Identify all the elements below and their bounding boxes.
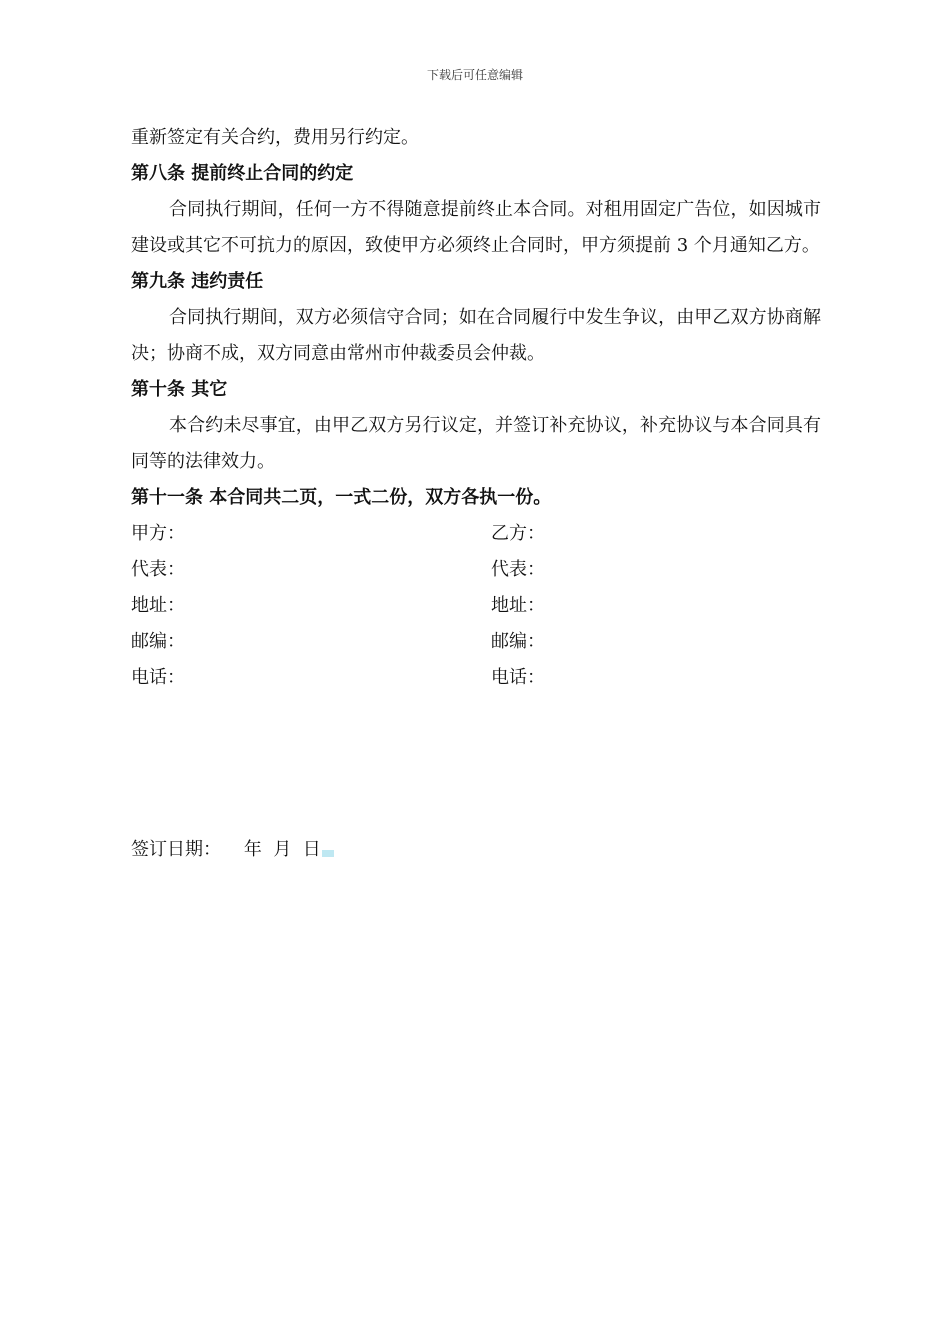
article-10-title: 第十条 其它 xyxy=(131,379,228,400)
article-9-text: 合同执行期间，双方必须信守合同；如在合同履行中发生争议，由甲乙双方协商解决；协商不成，双方同意由常州市仲裁委员会仲裁。 xyxy=(131,307,821,364)
party-b-postcode: 邮编： xyxy=(491,631,545,652)
signature-row xyxy=(131,516,821,552)
signature-block xyxy=(131,516,821,696)
continuation-paragraph: 重新签定有关合约，费用另行约定。 xyxy=(131,127,419,148)
party-a-postcode: 邮编： xyxy=(131,631,185,652)
signature-row xyxy=(131,552,821,588)
page-header: 下载后可任意编辑 xyxy=(426,68,523,82)
sign-date-label: 签订日期： xyxy=(131,839,221,860)
signature-row xyxy=(131,660,821,696)
party-a-phone: 电话： xyxy=(131,667,185,688)
article-8-title: 第八条 提前终止合同的约定 xyxy=(131,163,354,184)
party-b-address: 地址： xyxy=(491,595,545,616)
article-10-text: 本合约未尽事宜，由甲乙双方另行议定，并签订补充协议，补充协议与本合同具有同等的法律效力。 xyxy=(131,415,821,472)
party-a-label: 甲方： xyxy=(131,523,185,544)
article-9-title: 第九条 违约责任 xyxy=(131,271,264,292)
sign-date-line xyxy=(131,832,334,868)
party-b-label: 乙方： xyxy=(491,523,545,544)
sign-date-value: 年 月 日 xyxy=(243,839,321,860)
article-8-text: 合同执行期间，任何一方不得随意提前终止本合同。对租用固定广告位，如因城市建设或其它不可抗力的原因，致使甲方必须终止合同时，甲方须提前 3 个月通知乙方。 xyxy=(131,199,821,256)
signature-row xyxy=(131,588,821,624)
party-b-representative: 代表： xyxy=(491,559,545,580)
party-a-address: 地址： xyxy=(131,595,185,616)
text-cursor-highlight xyxy=(322,850,334,857)
article-11-title: 第十一条 本合同共二页，一式二份，双方各执一份。 xyxy=(131,487,552,508)
party-a-representative: 代表： xyxy=(131,559,185,580)
document-body xyxy=(131,120,821,696)
signature-row xyxy=(131,624,821,660)
party-b-phone: 电话： xyxy=(491,667,545,688)
